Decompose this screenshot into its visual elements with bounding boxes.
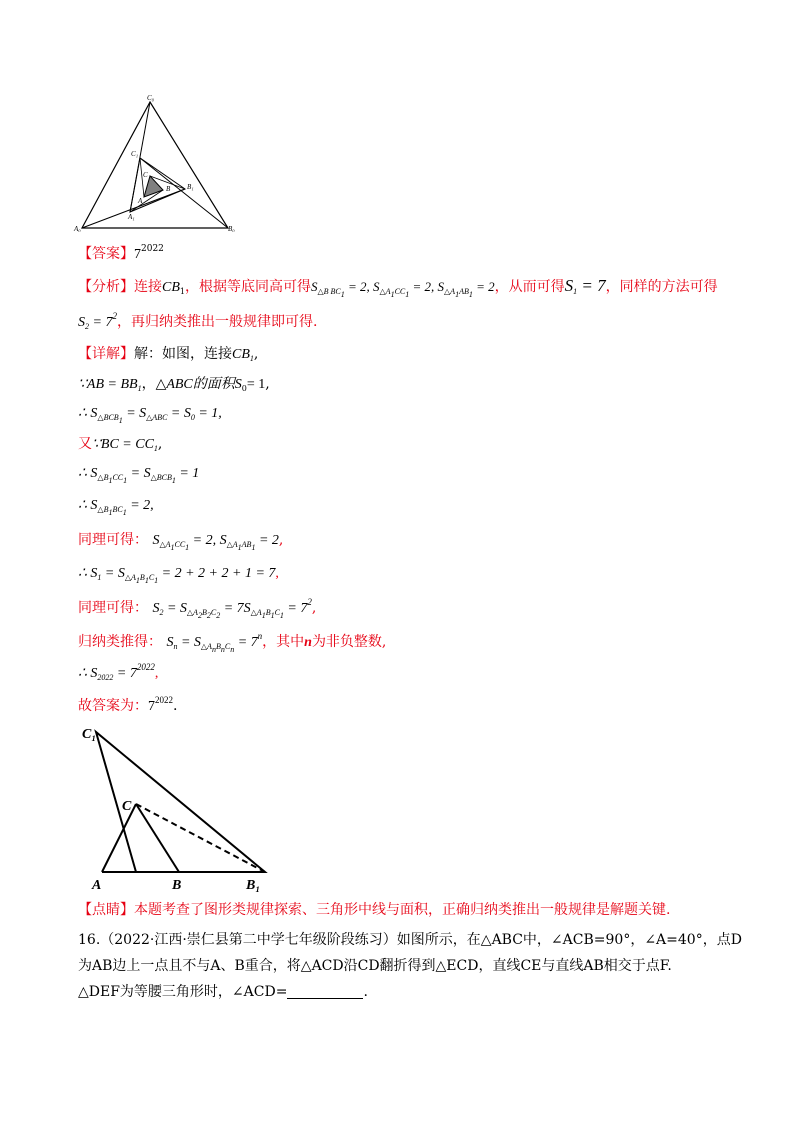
detail-line-3: ∴ $S_{\triangle BCB_1} = S_{\triangle ABC} = S_0 = 1$, <box>78 406 222 425</box>
detail-guina-n: n <box>304 635 312 650</box>
fig1-label-b: B <box>166 185 171 193</box>
problem16-text-3: △DEF为等腰三角形时，∠ACD= <box>78 984 288 1000</box>
analysis-text-2: ，根据等底同高可得 <box>184 279 311 295</box>
fig2-label-c: C <box>122 799 132 814</box>
detail-tongli-1: 同理可得： <box>78 532 148 548</box>
comment-line <box>78 900 670 920</box>
analysis-seg: CB <box>162 280 180 295</box>
figure-nested-triangles <box>70 92 250 232</box>
analysis-text-1: 连接 <box>134 279 162 295</box>
fig2-label-c1: C₁ <box>82 727 97 742</box>
fig1-label-b0: B₀ <box>228 225 235 232</box>
detail-line-5: ∴ $S_{\triangle B_1CC_1} = S_{\triangle BCB_1} = 1$ <box>78 466 200 485</box>
detail-line-6: ∴ $S_{\triangle B_1BC_1} = 2$, <box>78 498 154 517</box>
detail-line-11: ∴ $S_{2022} = 7^{2022}$, <box>78 662 159 682</box>
detail-line-9: 同理可得： $S_2 = S_{\triangle A_2B_2C_2} = 7S_{\triangle A_1B_1C_1} = 7^2$, <box>78 597 317 620</box>
detail-line-12: 故答案为：$7^{2022}$. <box>78 695 178 714</box>
analysis-text-5: ，再归纳类推出一般规律即可得. <box>116 314 318 330</box>
fig1-label-a: A <box>138 197 143 205</box>
detail-tongli-2: 同理可得： <box>78 600 148 616</box>
fig2-label-b1: B₁ <box>246 878 261 892</box>
answer-base: 7 <box>134 247 141 262</box>
fig1-label-c1: C₁ <box>131 150 139 158</box>
fig2-label-b: B <box>172 878 182 892</box>
comment-text: 本题考查了图形类规律探索、三角形中线与面积，正确归纳类推出一般规律是解题关键. <box>134 902 671 918</box>
detail-guina-tail: ，其中 <box>262 634 305 650</box>
detail-s0: S <box>234 377 242 392</box>
problem16-text-2: 为AB边上一点且不与A、B重合，将△ACD沿CD翻折得到△ECD，直线CE与直线AB相交于点F. <box>78 958 672 974</box>
problem16-line-3 <box>78 982 368 1002</box>
comment-tag: 【点睛】 <box>78 902 134 918</box>
detail-because: ∵AB = BB <box>78 377 138 392</box>
fig1-label-c0: C₀ <box>147 94 155 102</box>
problem16-end: . <box>363 984 368 1000</box>
problem16-text-1: 如图所示，在△ABC中，∠ACB=90°，∠A=40°，点D <box>396 932 742 948</box>
analysis-text-3: ，从而可得 <box>494 279 565 295</box>
answer-exp: 2022 <box>141 244 164 254</box>
analysis-text-4: ，同样的方法可得 <box>605 279 718 295</box>
detail-guina: 归纳类推得： <box>78 634 162 650</box>
fig1-label-a0: A₀ <box>74 225 81 232</box>
fig2-label-a: A <box>92 878 102 892</box>
answer-line <box>78 244 164 265</box>
analysis-tag: 【分析】 <box>78 279 134 295</box>
detail-guina-end: 为非负整数, <box>311 634 387 650</box>
detail-eq1: = 1 <box>246 377 266 392</box>
detail-triangle: △ABC的面积 <box>155 377 235 392</box>
problem16-line-2 <box>78 956 672 976</box>
analysis-line-2: $S_2 = 7^2$，再归纳类推出一般规律即可得. <box>78 311 318 331</box>
fig1-label-c: C <box>143 171 148 179</box>
detail-line-7: 同理可得： $S_{\triangle A_1CC_1} = 2$, $S_{\triangle A_1AB_1} = 2$, <box>78 532 284 552</box>
answer-tag: 【答案】 <box>78 246 134 262</box>
detail-line-1: 【详解】解：如图，连接$CB_1$, <box>78 346 259 363</box>
detail-line-2: ∵AB = $BB_1$，△ABC的面积$S_0= 1$, <box>78 376 270 393</box>
problem16-line-1 <box>78 930 742 950</box>
fig1-label-b1: B₁ <box>187 183 194 191</box>
fig1-label-a1: A₁ <box>128 213 135 221</box>
detail-final-end: . <box>173 698 178 714</box>
answer-blank[interactable] <box>287 984 363 999</box>
detail-line-10: 归纳类推得： $S_n = S_{\triangle A_nB_nC_n} = 7^n$，其中n为非负整数, <box>78 631 387 654</box>
figure-triangle-extension <box>80 722 280 892</box>
detail-tag: 【详解】 <box>78 346 134 362</box>
analysis-line-1: 【分析】连接$CB_1$，根据等底同高可得$S_{\triangle B BC_1} = 2$, $S_{\triangle A_1CC_1} = 2$, $S_{\triangle A_1AB_1} = 2$，从而可得$S_1 = 7$，同样的方法可得 <box>78 276 718 299</box>
detail-final-label: 故答案为： <box>78 698 148 714</box>
detail-line-4: 又∵BC = $CC_1$, <box>78 436 163 453</box>
detail-line-8: ∴ $S_1 = S_{\triangle A_1B_1C_1} = 2 + 2 + 2 + 1 = 7$, <box>78 566 279 585</box>
problem16-source: （2022·江西·崇仁县第二中学七年级阶段练习） <box>100 932 397 948</box>
detail-intro: 解：如图，连接 <box>134 346 232 362</box>
detail-you: 又 <box>78 436 92 452</box>
problem16-number: 16. <box>78 932 101 948</box>
